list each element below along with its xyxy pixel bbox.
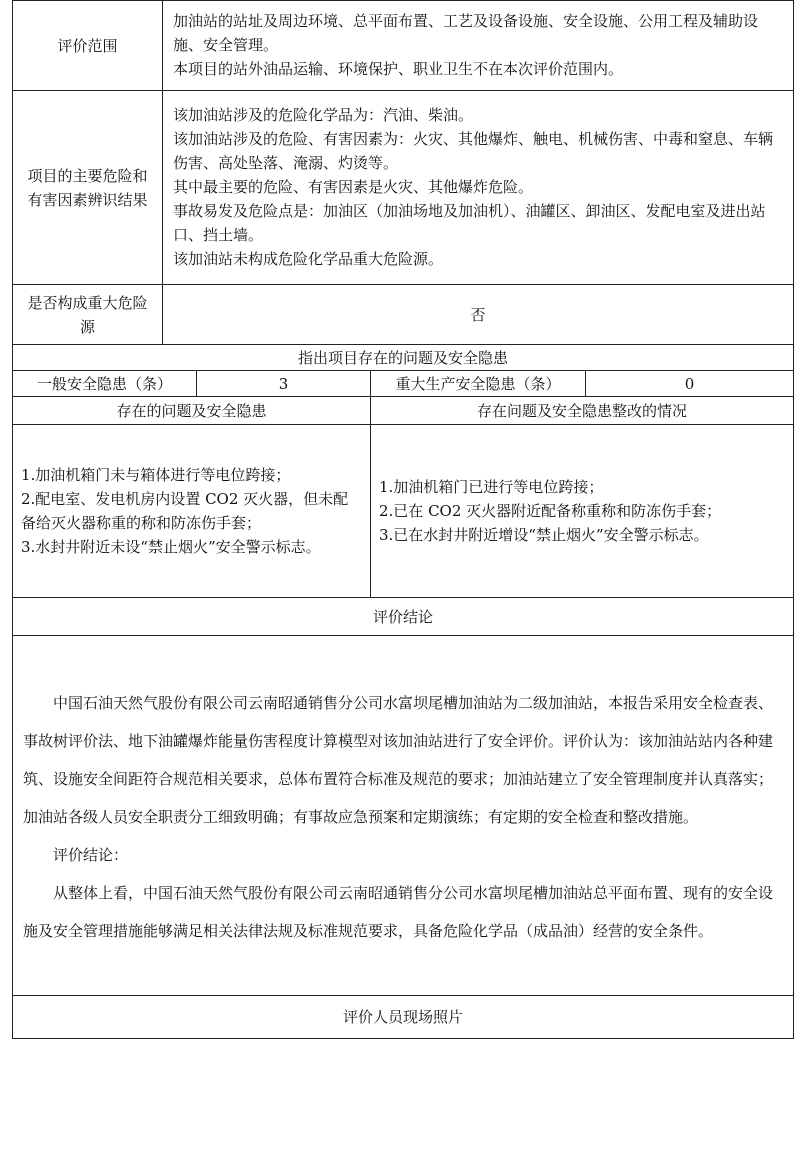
conclusion-paragraph: 从整体上看，中国石油天然气股份有限公司云南昭通销售分公司水富坝尾槽加油站总平面布置、现有的安全设施及安全管理措施能够满足相关法律法规及标准规范要求，具备危险化学品（成品油）经营的安全条件。: [23, 883, 774, 940]
scope-line: 加油站的站址及周边环境、总平面布置、工艺及设备设施、安全设施、公用工程及辅助设施、安全管理。: [173, 11, 759, 54]
issues-detail-row: [13, 425, 794, 598]
rectification-item: 3.已在水封井附近增设“禁止烟火”安全警示标志。: [379, 526, 709, 544]
rectification-item: 1.加油机箱门已进行等电位跨接；: [379, 478, 604, 496]
hazards-line: 该加油站涉及的危险、有害因素为：火灾、其他爆炸、触电、机械伤害、中毒和窒息、车辆伤害、高处坠落、淹溺、灼烫等。: [173, 129, 774, 172]
major-hazard-label: 是否构成重大危险源: [13, 285, 163, 345]
hazards-line: 其中最主要的危险、有害因素是火灾、其他爆炸危险。: [173, 177, 534, 196]
major-hazard-value: 否: [163, 285, 794, 345]
rectification-list: [371, 425, 794, 598]
evaluation-report-table: [12, 0, 793, 1039]
counts-row: [13, 371, 794, 397]
issues-list: [13, 425, 371, 598]
major-hazard-row: [13, 285, 794, 345]
hazards-line: 该加油站未构成危险化学品重大危险源。: [173, 249, 444, 268]
issue-item: 2.配电室、发电机房内设置 CO2 灭火器，但未配备给灭火器称重的称和防冻伤手套；: [21, 490, 349, 532]
conclusion-body-row: [13, 636, 794, 996]
conclusion-body: [13, 636, 794, 996]
scope-line: 本项目的站外油品运输、环境保护、职业卫生不在本次评价范围内。: [173, 59, 624, 78]
conclusion-header: 评价结论: [13, 598, 794, 636]
scope-content: [163, 1, 794, 91]
issues-left-header: 存在的问题及安全隐患: [13, 397, 371, 425]
general-hazard-label: 一般安全隐患（条）: [13, 371, 197, 397]
scope-row: [13, 1, 794, 91]
scope-label: 评价范围: [13, 1, 163, 91]
issues-columns-header-row: [13, 397, 794, 425]
issue-item: 3.水封井附近未设“禁止烟火”安全警示标志。: [21, 538, 321, 556]
major-hazard-count: 0: [586, 371, 794, 397]
issues-section-header: 指出项目存在的问题及安全隐患: [13, 345, 794, 371]
hazards-row: [13, 91, 794, 285]
major-hazard-count-label: 重大生产安全隐患（条）: [371, 371, 586, 397]
conclusion-paragraph: 中国石油天然气股份有限公司云南昭通销售分公司水富坝尾槽加油站为二级加油站，本报告采用安全检查表、事故树评价法、地下油罐爆炸能量伤害程度计算模型对该加油站进行了安全评价。评价认为：该加油站站内各种建筑、设施安全间距符合规范相关要求，总体布置符合标准及规范的要求；加油站建立了安全管理制度并认真落实；加油站各级人员安全职责分工细致明确；有事故应急预案和定期演练；有定期的安全检查和整改措施。: [23, 693, 774, 826]
general-hazard-count: 3: [197, 371, 371, 397]
issues-header-row: [13, 345, 794, 371]
hazards-line: 事故易发及危险点是：加油区（加油场地及加油机）、油罐区、卸油区、发配电室及进出站口、挡土墙。: [173, 201, 766, 244]
hazards-content: [163, 91, 794, 285]
photos-header: 评价人员现场照片: [13, 996, 794, 1039]
issues-right-header: 存在问题及安全隐患整改的情况: [371, 397, 794, 425]
conclusion-header-row: [13, 598, 794, 636]
rectification-item: 2.已在 CO2 灭火器附近配备称重称和防冻伤手套；: [379, 502, 722, 520]
issue-item: 1.加油机箱门未与箱体进行等电位跨接；: [21, 466, 291, 484]
conclusion-subheading: 评价结论：: [53, 845, 129, 864]
hazards-label: 项目的主要危险和有害因素辨识结果: [13, 91, 163, 285]
photos-header-row: [13, 996, 794, 1039]
hazards-line: 该加油站涉及的危险化学品为：汽油、柴油。: [173, 105, 474, 124]
